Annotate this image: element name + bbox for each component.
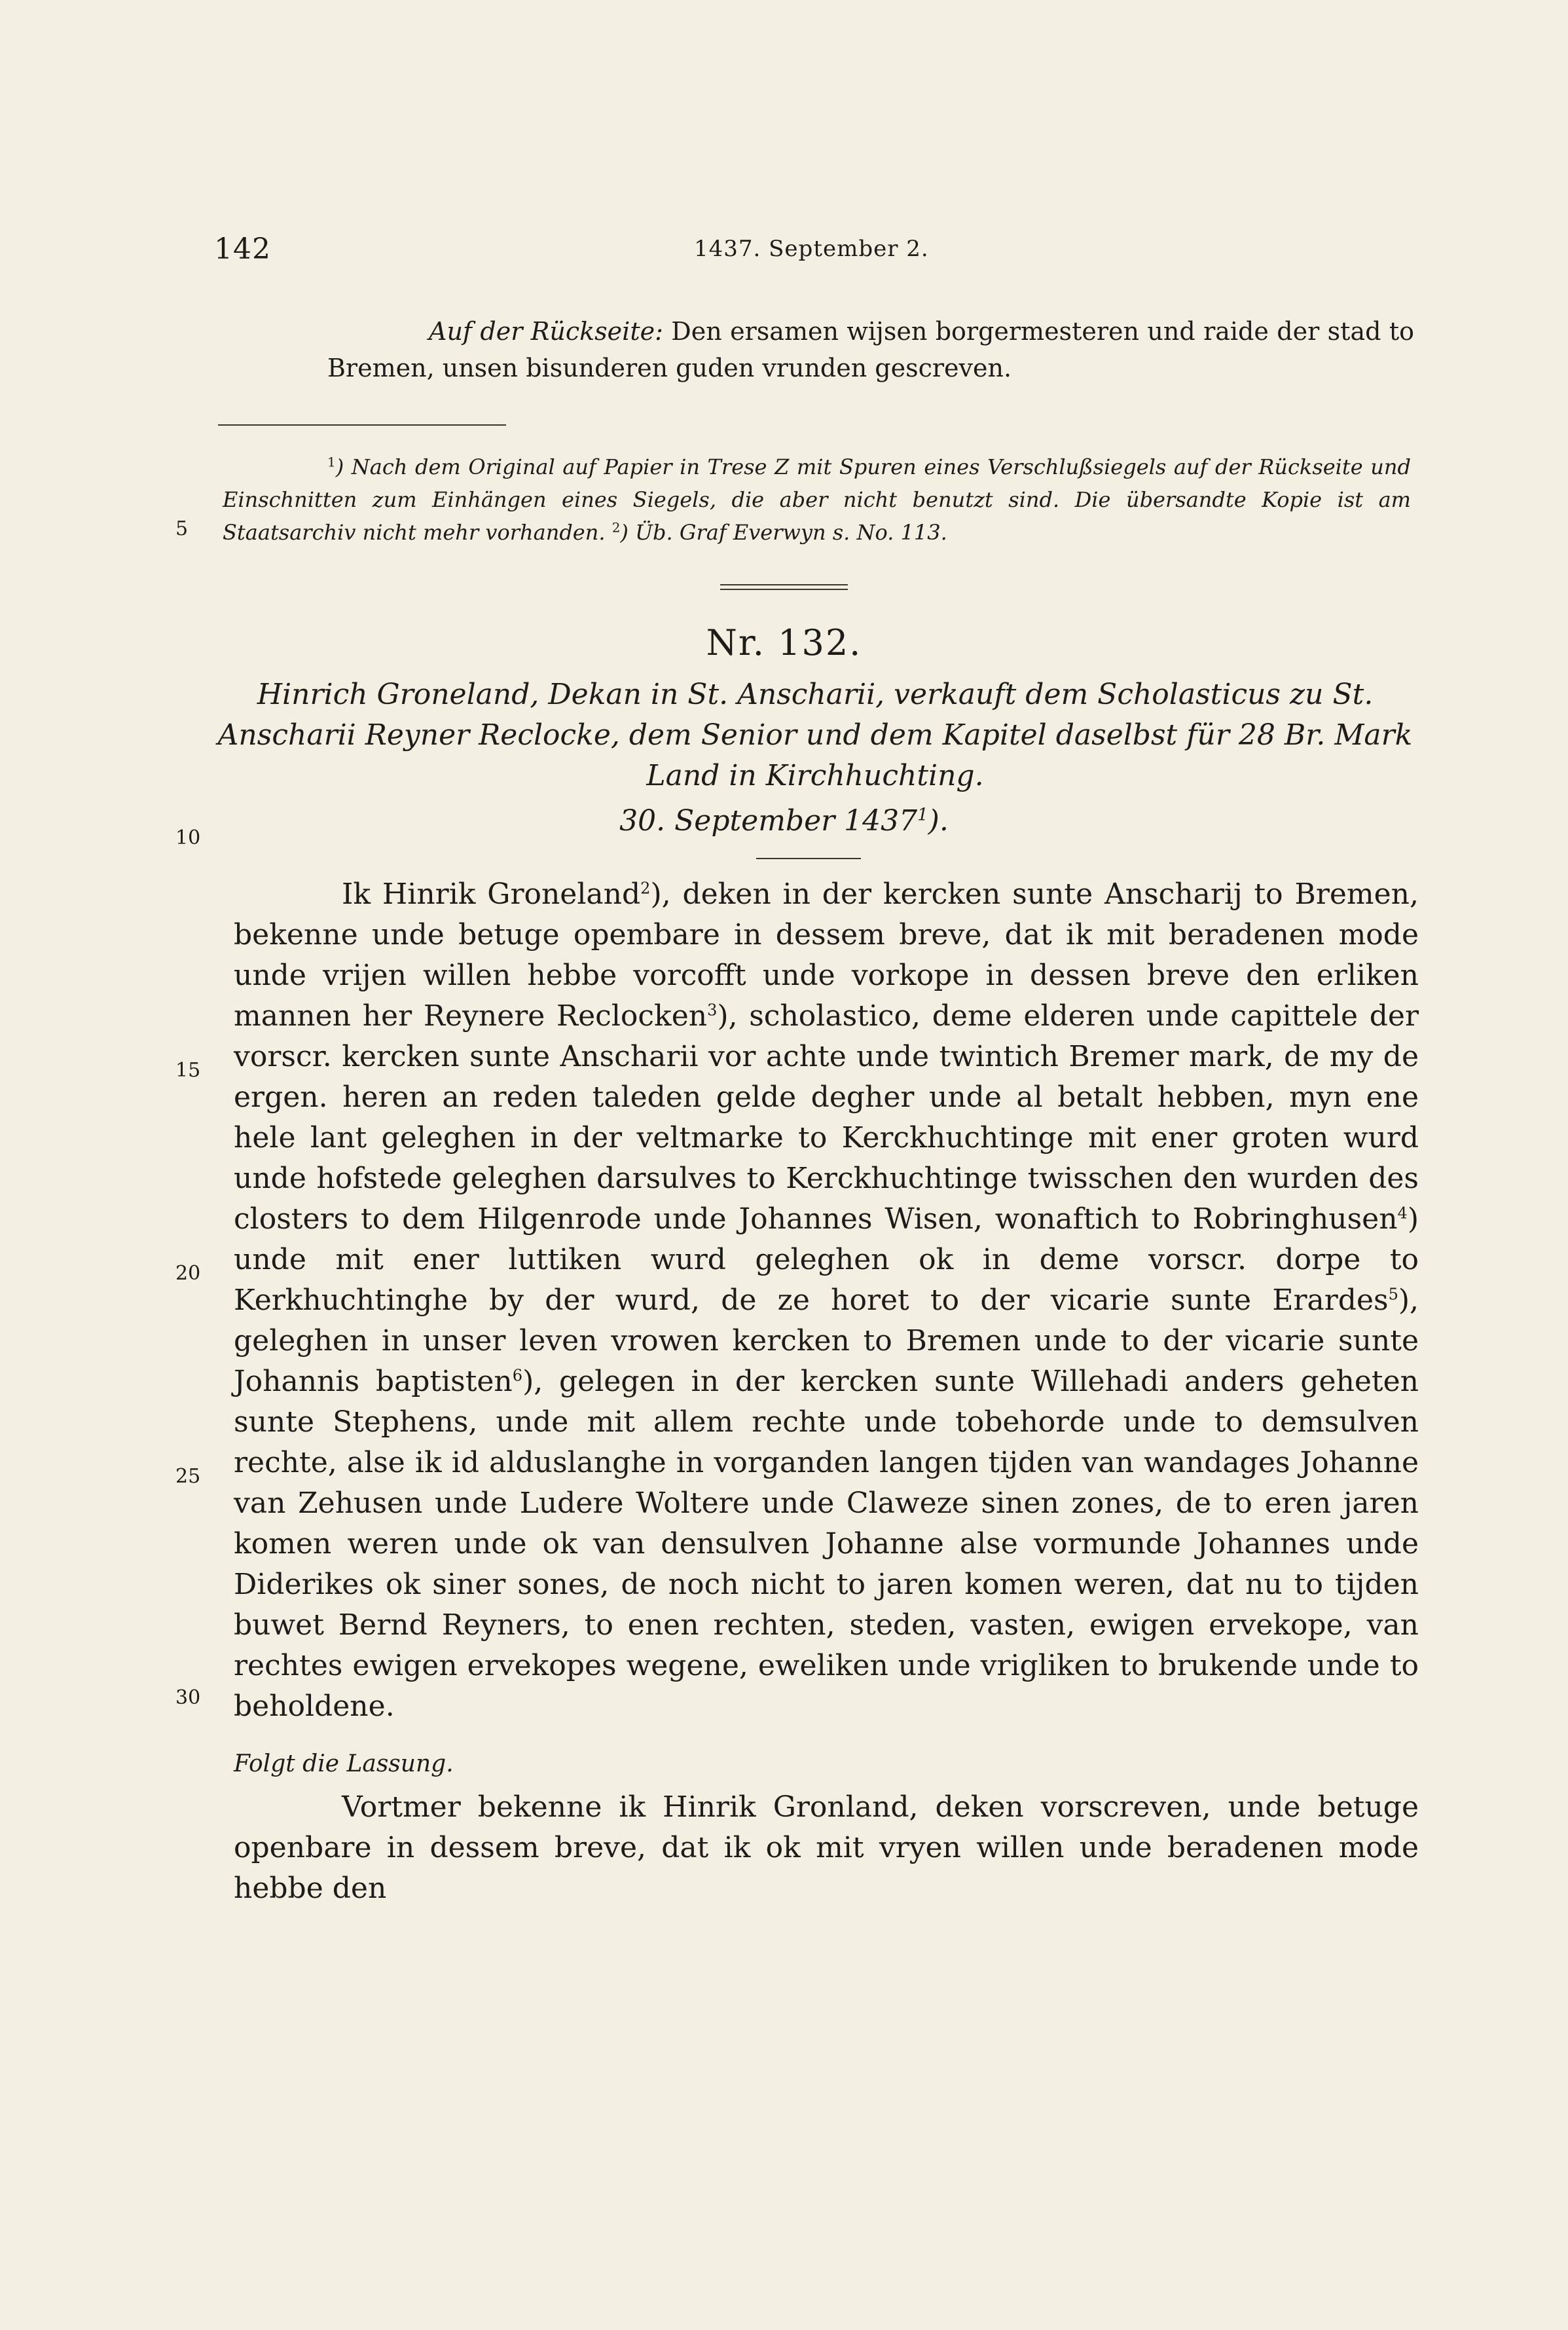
- endorsement: [327, 313, 1414, 386]
- date-rule: [756, 858, 861, 859]
- document-number: Nr. 132.: [706, 622, 862, 663]
- line-number: 10: [175, 826, 201, 849]
- p1-text: ) unde mit ener luttiken wurd geleghen ok in deme vorscr. dorpe to Kerkhuchtinghe by der wurd, de ze horet to der vicarie sunte Erardes: [234, 1202, 1419, 1317]
- note-mark: 6: [512, 1366, 523, 1385]
- footnote-rule: [218, 424, 506, 426]
- note-mark: 3: [707, 1001, 718, 1020]
- page-number: 142: [214, 232, 271, 266]
- footnote-mark-1: 1: [327, 454, 336, 470]
- note-mark: 4: [1397, 1204, 1408, 1223]
- running-head: 1437. September 2.: [694, 236, 929, 262]
- paragraph-2: Vortmer bekenne ik Hinrik Gronland, deken vorscreven, unde betuge openbare in dessem breve, dat ik ok mit vryen willen unde beradenen mode hebbe den: [234, 1790, 1419, 1905]
- document-body: [234, 874, 1419, 1909]
- date-note-mark: 1: [917, 805, 928, 825]
- line-number: 15: [175, 1059, 201, 1082]
- footnote-1: ) Nach dem Original auf Papier in Trese Z mit Spuren eines Verschlußsiegels auf der Rückseite und Einschnitten zum Einhängen eines Siegels, die aber nicht benutzt sind. Die übersandte Kopie ist am Staatsarchiv nicht mehr vorhanden.: [223, 454, 1411, 545]
- endorsement-text: Den ersamen wijsen borgermesteren und raide der stad to Bremen, unsen bisunderen guden vrunden gescreven.: [327, 317, 1414, 382]
- summary-text: Hinrich Groneland, Dekan in St. Anscharii, verkauft dem Scholasticus zu St. Anscharii Reyner Reclocke, dem Senior und dem Kapitel daselbst für 28 Br. Mark Land in Kirchhuchting.: [217, 678, 1413, 792]
- p1-text: ), gelegen in der kercken sunte Willehadi anders geheten sunte Stephens, unde mit allem rechte unde tobehorde unde to demsulven rechte, alse ik id alduslanghe in vorganden langen tijden van wandages Johanne van Zehusen unde Ludere Woltere unde Claweze sinen zones, de to eren jaren komen weren unde ok van densulven Johanne alse vormunde Johannes unde Diderikes ok siner sones, de noch nicht to jaren komen weren, dat nu to tijden buwet Bernd Reyners, to enen rechten, steden, vasten, ewigen ervekope, van rechtes ewigen ervekopes wegene, eweliken unde vrigliken to brukende unde to beholdene.: [234, 1365, 1419, 1723]
- note-mark: 2: [640, 879, 651, 898]
- footnote-mark-2: 2: [611, 519, 621, 536]
- editorial-note: Folgt die Lassung.: [234, 1750, 454, 1777]
- line-number: 30: [175, 1686, 201, 1709]
- line-number: 25: [175, 1465, 201, 1488]
- document-date: [0, 804, 1568, 838]
- endorsement-label: Auf der Rückseite:: [429, 317, 663, 346]
- section-divider: [720, 584, 848, 593]
- p1-text: Ik Hinrik Groneland: [342, 878, 641, 911]
- document-summary: [216, 675, 1414, 796]
- p1-text: ), geleghen in unser leven vrowen kercken to Bremen unde to der vicarie sunte Johannis baptisten: [234, 1284, 1419, 1398]
- p1-text: ), scholastico, deme elderen unde capittele der vorscr. kercken sunte Anscharii vor achte unde twintich Bremer mark, de my de ergen. heren an reden taleden gelde degher unde al betalt hebben, myn ene hele lant geleghen in der veltmarke to Kerckhuchtinge mit ener groten wurd unde hofstede geleghen darsulves to Kerckhuchtinge twisschen den wurden des closters to dem Hilgenrode unde Johannes Wisen, wonaftich to Robringhusen: [234, 999, 1419, 1236]
- footnotes: [223, 451, 1411, 549]
- footnote-2: ) Üb. Graf Everwyn s. No. 113.: [620, 520, 947, 545]
- paragraph-1: [234, 874, 1419, 1727]
- date-tail: ).: [928, 804, 949, 838]
- line-number: 5: [175, 517, 189, 540]
- date-text: 30. September 1437: [619, 804, 918, 838]
- p1-text: ), deken in der kercken sunte Anscharij to Bremen, bekenne unde betuge opembare in dessem breve, dat ik mit beradenen mode unde vrijen willen hebbe vorcofft unde vorkope in dessen breve den erliken mannen her Reynere Reclocken: [234, 878, 1419, 1033]
- line-number: 20: [175, 1262, 201, 1285]
- note-mark: 5: [1388, 1285, 1398, 1304]
